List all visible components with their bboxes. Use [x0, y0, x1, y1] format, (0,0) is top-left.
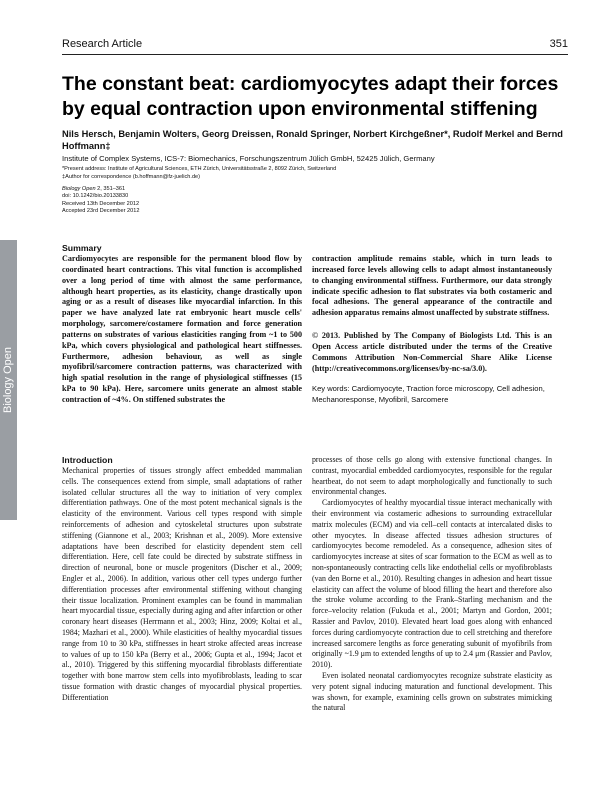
- sidebar-journal-label: [0, 240, 17, 520]
- paragraph: Cardiomyocytes of healthy myocardial tissue interact mechanically with their environment via costameric adhesions to surrounding extracellular matrix molecules (ECM) and via cell–cell contacts at intercalated disks to other myocytes. In disease affected tissues adhesion structures of cardiomyocytes become remodeled. As a consequence, adhesion sites of cardiomyocytes increase at sites of scar formation to the ECM as well as to non-spontaneously contracting cells like endothelial cells or myofibroblasts (van den Borne et al., 2010). Resulting changes in adhesion and heart tissue elasticity can affect the volume of blood filling the heart and therefore also the stroke volume according to the Frank–Starling mechanism and the force–velocity relation (Fukuda et al., 2001; Martyn and Gordon, 2001; Rassier and Pavlov, 2010). Elevated heart load goes along with enhanced forces during cardiomyocyte contraction due to cell stretching and therefore increased sarcomere lengths as force generating subunit of myofibrils from originally ~1.9 μm to extended lengths of up to 2.4 μm (Rassier and Pavlov, 2010).: [312, 498, 552, 670]
- copyright-notice: © 2013. Published by The Company of Biologists Ltd. This is an Open Access article distributed under the terms of the Creative Commons Attribution Non-Commercial Share Alike License (http://creativecommons.org/licenses/by-nc-sa/3.0).: [312, 331, 552, 373]
- received-date: Received 13th December 2012: [62, 200, 140, 207]
- present-address-note: *Present address: Institute of Agricultural Sciences, ETH Zürich, Universitätsstraße 2, 8092 Zürich, Switzerland: [62, 166, 337, 172]
- summary-left: [62, 243, 302, 406]
- paragraph: Mechanical properties of tissues strongly affect embedded mammalian cells. The consequences extend from simple, small adaptations of rather isolated cellular structures all the way to initiation of very complex differentiation pathways. One of the most potent mechanical signals is the elasticity of the environment. Various cell types respond with simple reinforcements of adhesion and cytoskeletal structures upon substrate stiffening (Giannone et al., 2003; Krishnan et al., 2009). More extensive adaptations have been described for elasticity dependent stem cell differentiation. Here, cell fate could be directed by substrate stiffness in direction of neuronal, bone or muscle progenitors (Discher et al., 2009; Engler et al., 2006). In addition, various other cell types undergo further differentiation processes after environmental stiffening without changing their tissue localization. Prominent examples can be found in mammalian heart myocardial tissue, especially during aging and after infarction or other coronary heart diseases (Herrmann et al., 2003; Hinz, 2009; Koltai et al., 1984; Mazhari et al., 2000). While elasticities of healthy myocardial tissues range from 10 to 30 kPa, stiffnesses in heart stroke affected areas increase to values of up to 150 kPa (Berry et al., 2006; Gupta et al., 1994; Jacot et al., 2010). Triggered by this stiffening myocardial fibroblasts differentiate together with bone marrow stem cells into myofibroblasts, leading to scar tissue formation with drastic changes of myocardial physical properties. Differentiation: [62, 466, 302, 702]
- summary-text-left: Cardiomyocytes are responsible for the permanent blood flow by coordinated heart contractions. This vital function is accomplished over a long period of time with almost the same performance, although heart properties, as its elasticity, change drastically upon aging or as a result of diseases like myocardial infarction. In this paper we have analyzed late rat embryonic heart muscle cells' morphology, sarcomere/costamere formation and force generation patterns on substrates of various elasticities ranging from ~1 to 500 kPa, which covers physiological and pathological heart stiffnesses. Furthermore, adhesion behaviour, as well as single myofibril/sarcomere contraction patterns, was characterized with high spatial resolution in the range of physiological stiffnesses (15 kPa to 90 kPa). Here, sarcomere units generate an almost stable contraction of ~4%. On stiffened substrates the: [62, 254, 302, 404]
- journal-volume-pages: 2, 351–361: [95, 186, 126, 192]
- header-rule: [62, 54, 568, 55]
- doi[interactable]: doi: 10.1242/bio.20133830: [62, 193, 129, 200]
- journal-name: Biology Open: [62, 186, 96, 192]
- introduction-left: [62, 455, 302, 704]
- introduction-body-right: [312, 455, 552, 714]
- introduction-heading: Introduction: [62, 455, 113, 465]
- summary-text-right: contraction amplitude remains stable, which in turn leads to increased force levels allowing cells to adapt almost instantaneously to changing environmental stiffness. Furthermore, our data strongly indicate specific adhesion to flat substrates via both costameric and focal adhesions. The general appearance of the contractile and adhesion apparatus remains almost unaffected by substrate stiffness.: [312, 254, 552, 318]
- author-list: Nils Hersch, Benjamin Wolters, Georg Dreissen, Ronald Springer, Norbert Kirchgeßner*, Rudolf Merkel and Bernd Hoffmann‡: [62, 129, 563, 151]
- correspondence-note: ‡Author for correspondence (b.hoffmann@fz-juelich.de): [62, 173, 201, 180]
- summary-right: [312, 254, 552, 405]
- summary-heading: Summary: [62, 243, 102, 253]
- section-label: Research Article: [62, 38, 143, 50]
- affiliation: Institute of Complex Systems, ICS-7: Biomechanics, Forschungszentrum Jülich GmbH, 52425 Jülich, Germany: [62, 154, 435, 163]
- publication-info: [62, 186, 362, 215]
- accepted-date: Accepted 23rd December 2012: [62, 207, 140, 214]
- sidebar-journal-text: Biology Open: [2, 346, 15, 414]
- running-head: [62, 38, 568, 50]
- article-title: The constant beat: cardiomyocytes adapt their forces by equal contraction upon environmental stiffening: [62, 73, 559, 120]
- introduction-body-left: [62, 466, 302, 704]
- paragraph: Even isolated neonatal cardiomyocytes recognize substrate elasticity as very potent signal inducing maturation and functional development. This was shown, for example, examining cells grown on substrates mimicking the natural: [312, 670, 552, 713]
- journal-citation: [62, 186, 362, 193]
- paragraph: processes of those cells go along with extensive functional changes. In contrast, myocardial embedded cardiomyocytes, responsible for the regular heartbeat, do not seem to adapt morphologically and functionally to such environmental changes.: [312, 455, 552, 497]
- author-notes: [62, 166, 568, 181]
- page-number: 351: [549, 38, 568, 50]
- keywords: Key words: Cardiomyocyte, Traction force microscopy, Cell adhesion, Mechanoresponse, Myofibril, Sarcomere: [312, 384, 545, 404]
- introduction-right: [312, 455, 552, 714]
